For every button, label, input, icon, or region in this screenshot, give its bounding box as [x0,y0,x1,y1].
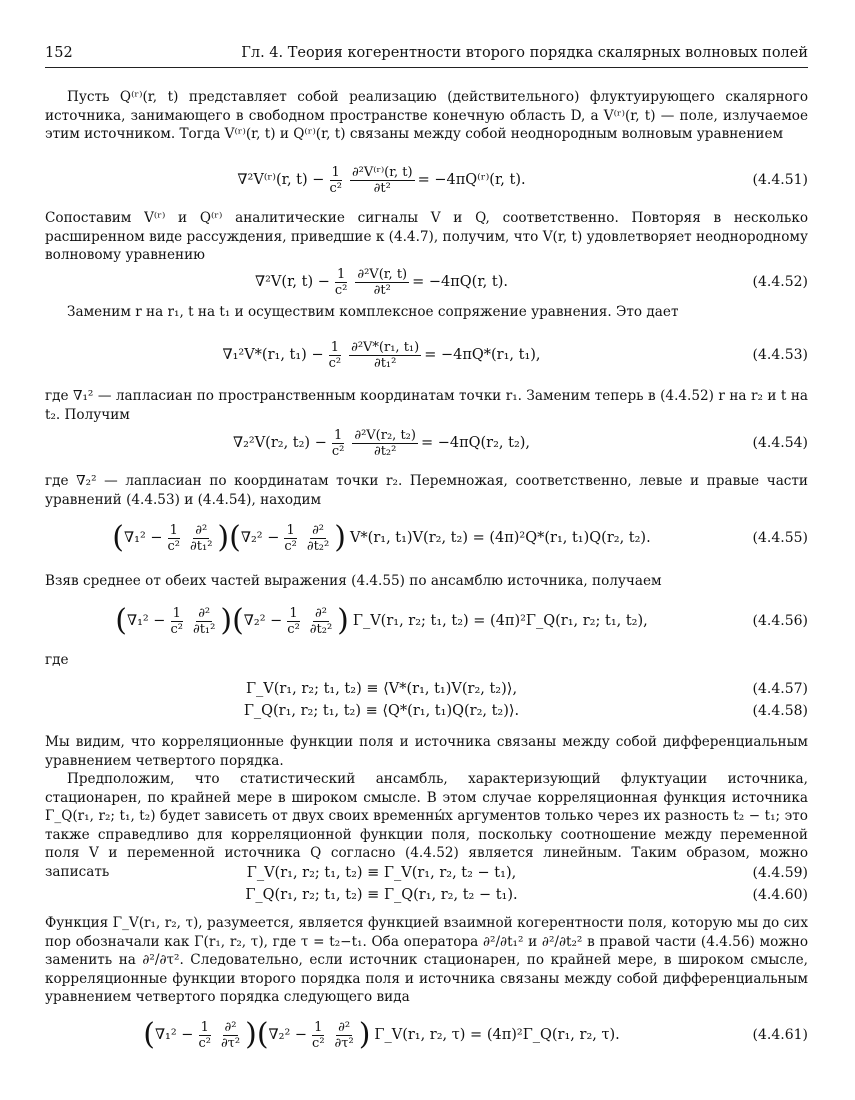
equation-number: (4.4.55) [752,530,808,546]
paragraph: где ∇₁² — лапласиан по пространственным координатам точки r₁. Заменим теперь в (4.4.52) r на r₂ и t на t₂. Получим [45,388,808,423]
paragraph: Сопоставим V⁽ʳ⁾ и Q⁽ʳ⁾ аналитические сигналы V и Q, соответственно. Повторяя в несколько расширенном виде рассуждения, приведшие к (4.4.7), получим, что V(r, t) удовлетворяет неоднородному волновому уравнению [45,210,808,264]
equation-number: (4.4.61) [752,1027,808,1043]
eq-lhs: ∇₁²V*(r₁, t₁) − [222,347,324,363]
eq-rhs: V*(r₁, t₁)V(r₂, t₂) = (4π)²Q*(r₁, t₁)Q(r₂, t₂). [349,530,651,546]
equation-number: (4.4.53) [752,347,808,363]
fraction: $\frac{1}{\text{c²}}$ [198,1019,211,1051]
fraction: $\frac{1}{\text{c²}}$ [167,522,181,554]
eq-rhs: = −4πQ*(r₁, t₁), [424,347,541,363]
eq-rhs: = −4πQ(r, t). [412,274,508,290]
equation-4-4-53 [45,335,808,375]
fraction: $\frac{\text{∂²V⁽ʳ⁾(r, t)}}{\text{∂t²}}$ [351,164,413,196]
equation-4-4-54 [45,423,808,463]
fraction: ∂² ∂τ² [334,1019,354,1051]
eq-lhs: ∇²V⁽ʳ⁾(r, t) − [237,172,325,188]
fraction: $\frac{1}{\text{c²}}$ [328,339,342,371]
eq-lhs: ∇²V(r, t) − [255,274,330,290]
equation-number: (4.4.59) [752,865,808,881]
equation-4-4-52 [45,262,808,302]
fraction: ∂² ∂τ² [220,1019,241,1051]
paragraph: где [45,652,69,668]
eq-lhs: ∇₂²V(r₂, t₂) − [232,435,327,451]
fraction: $\frac{\text{∂²V*(r₁, t₁)}}{\text{∂t₁²}}$ [351,339,420,371]
fraction: $\frac{1}{\text{c²}}$ [312,1019,325,1051]
eq-rhs: = −4πQ(r₂, t₂), [420,435,531,451]
fraction: $\frac{\text{∂²V(r, t)}}{\text{∂t²}}$ [357,266,408,298]
fraction: $\frac{1}{\text{c²}}$ [284,522,297,554]
fraction: $\frac{1}{\text{c²}}$ [287,605,300,637]
equation-4-4-61: ( ∇₁² − $\frac{1}{\text{c²}}$ ∂² ∂τ² ) ( ∇₂² − $\frac{1}{\text{c²}}$ ∂² ∂τ² ) Γ_V(r₁, r₂, τ) = (4π)²Γ_Q(r₁, r₂, τ). (4.4.61) [143,1017,808,1052]
paragraph: Мы видим, что корреляционные функции поля и источника связаны между собой дифференциальным уравнением четвертого порядка. [45,734,808,769]
equation-4-4-58: Γ_Q(r₁, r₂; t₁, t₂) ≡ ⟨Q*(r₁, t₁)Q(r₂, t₂)⟩. (4.4.58) [243,703,808,719]
paragraph: Функция Γ_V(r₁, r₂, τ), разумеется, является функцией взаимной когерентности поля, которую мы до сих пор обозначали как Γ(r₁, r₂, τ), где τ = t₂−t₁. Оба оператора ∂²/∂t₁² и ∂²/∂t₂² в правой части (4.4.56) можно заменить на ∂²/∂τ². Следовательно, если источник стационарен, по крайней мере, в широком смысле, корреляционные функции второго порядка поля и источника связаны между собой дифференциальным уравнением четвертого порядка следующего вида [45,915,808,1006]
equation-4-4-57: Γ_V(r₁, r₂; t₁, t₂) ≡ ⟨V*(r₁, t₁)V(r₂, t₂)⟩, (4.4.57) [245,681,808,697]
equation-4-4-55: ( ∇₁² − $\frac{1}{\text{c²}}$ ∂² ∂t₁² ) ( ∇₂² − $\frac{1}{\text{c²}}$ ∂² ∂t₂² ) V*(r₁, t₁)V(r₂, t₂) = (4π)²Q*(r₁, t₁)Q(r₂, t₂). (4.4.55) [112,520,808,555]
eq-rhs: Γ_V(r₁, r₂; t₁, t₂) = (4π)²Γ_Q(r₁, r₂; t₁, t₂), [352,613,648,629]
eq-rhs: Γ_V(r₁, r₂, τ) = (4π)²Γ_Q(r₁, r₂, τ). [374,1027,620,1043]
fraction: $\frac{1}{\text{c²}}$ [334,266,348,298]
fraction: $\frac{1}{\text{c²}}$ [331,427,345,459]
paragraph: Заменим r на r₁, t на t₁ и осуществим комплексное сопряжение уравнения. Это дает [67,304,679,320]
fraction: $\frac{\text{∂²V(r₂, t₂)}}{\text{∂t₂²}}$ [354,427,416,459]
equation-number: (4.4.56) [752,613,808,629]
equation-4-4-56: ( ∇₁² − $\frac{1}{\text{c²}}$ ∂² ∂t₁² ) ( ∇₂² − $\frac{1}{\text{c²}}$ ∂² ∂t₂² ) Γ_V(r₁, r₂; t₁, t₂) = (4π)²Γ_Q(r₁, r₂; t₁, t₂), (4.4.56) [115,603,808,638]
paragraph: Предположим, что статистический ансамбль, характеризующий флуктуации источника, стационарен, по крайней мере в широком смысле. В этом случае корреляционная функция источника Γ_Q(r₁, r₂; t₁, t₂) будет зависеть от двух своих временны́х аргументов только через их разность t₂ − t₁; это также справедливо для корреляционной функции поля, поскольку соотношение между переменной поля V и переменной источника Q согласно (4.4.52) является линейным. Таким образом, можно записать [45,771,808,880]
paragraph: Пусть Q⁽ʳ⁾(r, t) представляет собой реализацию (действительного) флуктуирующего скалярного источника, занимающего в свободном пространстве конечную область D, а V⁽ʳ⁾(r, t) — поле, излучаемое этим источником. Тогда V⁽ʳ⁾(r, t) и Q⁽ʳ⁾(r, t) связаны между собой неоднородным волновым уравнением [45,89,808,143]
equation-4-4-60: Γ_Q(r₁, r₂; t₁, t₂) ≡ Γ_Q(r₁, r₂, t₂ − t₁). (4.4.60) [245,887,808,903]
equation-number: (4.4.52) [752,274,808,290]
fraction: ∂² ∂t₂² [309,605,333,637]
fraction: $\frac{1}{\text{c²}}$ [170,605,183,637]
equation-4-4-51 [45,160,808,200]
running-header [45,45,808,68]
equation-number: (4.4.54) [752,435,808,451]
page-number: 152 [45,45,73,61]
paragraph: где ∇₂² — лапласиан по координатам точки r₂. Перемножая, соответственно, левые и правые части уравнений (4.4.53) и (4.4.54), находим [45,473,808,508]
fraction: ∂² ∂t₁² [190,522,213,554]
equation-number: (4.4.58) [752,703,808,719]
chapter-title: Гл. 4. Теория когерентности второго порядка скалярных волновых полей [241,45,808,61]
paragraph: Взяв среднее от обеих частей выражения (4.4.55) по ансамблю источника, получаем [45,573,662,589]
equation-number: (4.4.57) [752,681,808,697]
fraction: $\frac{1}{\text{c²}}$ [329,164,342,196]
fraction: ∂² ∂t₂² [306,522,330,554]
eq-rhs: = −4πQ⁽ʳ⁾(r, t). [417,172,526,188]
fraction: ∂² ∂t₁² [192,605,216,637]
equation-number: (4.4.51) [752,172,808,188]
equation-4-4-59: Γ_V(r₁, r₂; t₁, t₂) ≡ Γ_V(r₁, r₂, t₂ − t₁), (4.4.59) [246,865,808,881]
equation-number: (4.4.60) [752,887,808,903]
